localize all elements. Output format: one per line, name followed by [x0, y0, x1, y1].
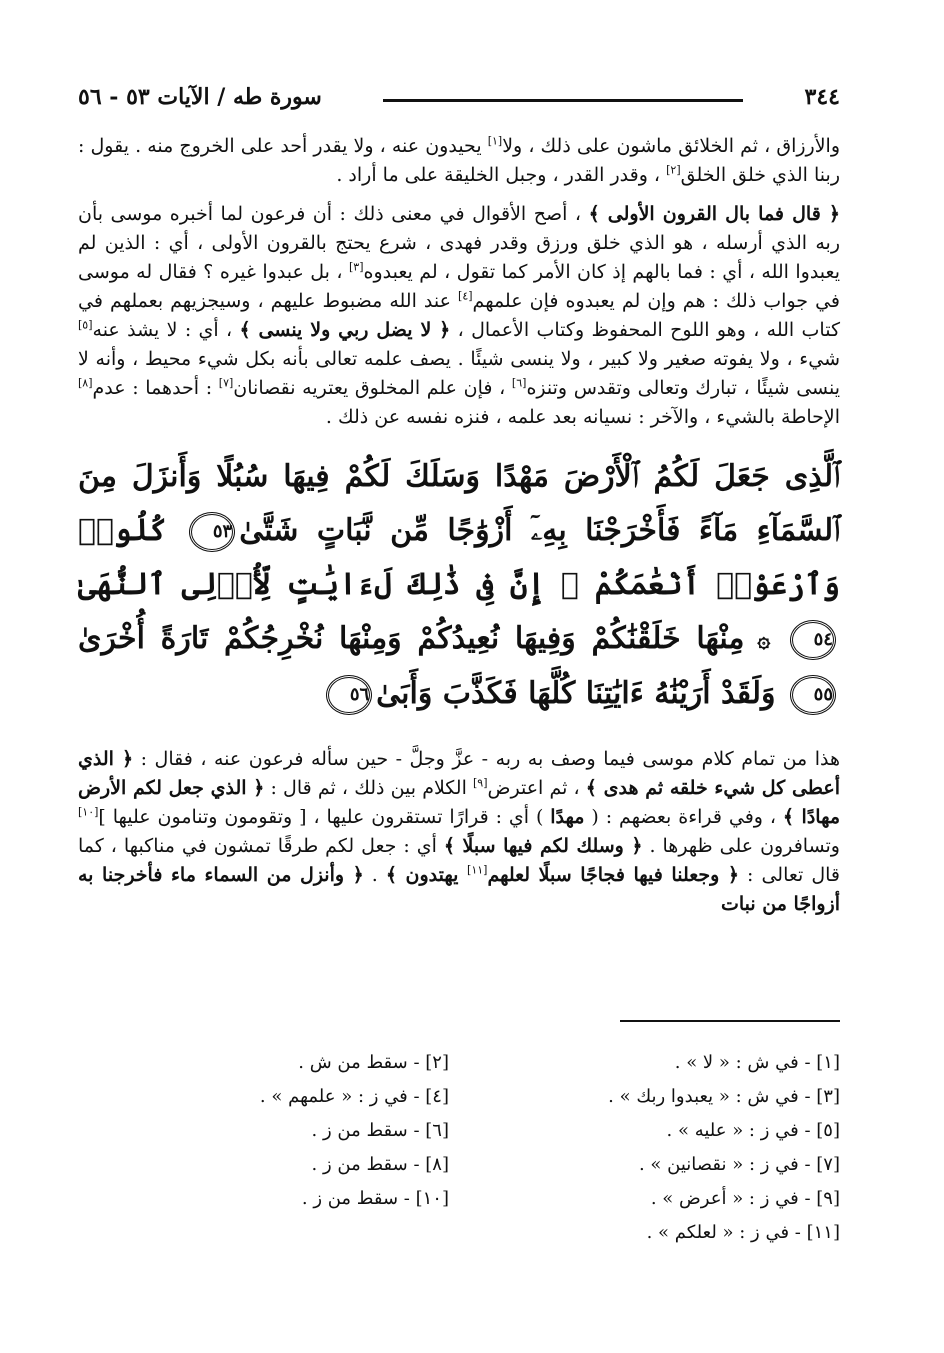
text-run: وَلَقَدْ أَرَيْنَٰهُ ءَايَٰتِنَا كُلَّهَا فَكَذَّبَ وَأَبَىٰ [376, 676, 776, 711]
ayah-number-marker: ٥٥ [790, 675, 836, 715]
footnotes [78, 1046, 840, 1250]
footnote-ref: [٢] [666, 163, 681, 177]
text-run: يحيدون عنه ، ولا يقدر أحد على الخروج منه . يقول : ربنا الذي خلق الخلق [78, 135, 840, 186]
footnote-8: [٨] - سقط من ز . [311, 1154, 449, 1175]
text-run: ، أصح الأقوال في معنى ذلك : أن فرعون لما أخبره موسى بأن ربه الذي أرسله ، هو الذي خلق ورزق وقدر فهدى ، شرع يحتج بالقرون الأولى ، أي : الذين لم يعبدوا الله ، أي : فما بالهم إذ كان الأمر كما تقول ، لم يعبدوه [78, 203, 840, 283]
chapter-title: سورة طه / الآيات ٥٣ - ٥٦ [78, 84, 322, 110]
text-run: : أحدهما : عدم [92, 377, 219, 399]
text-run: ، أي : لا يشذ عنه [92, 319, 240, 341]
footnote-4: [٤] - في ز : « علمهم » . [259, 1086, 449, 1107]
footnote-9: [٩] - في ز : « أعرض » . [650, 1188, 840, 1209]
text-run: ، ثم اعترض [487, 777, 586, 799]
footnote-ref: [٤] [458, 289, 473, 303]
quran-verses [78, 450, 840, 721]
text-run: شيء ، ولا يفوته صغير ولا كبير ، ولا ينسى شيئًا . يصف علمه تعالى بأنه بكل شيء محيط ، وأنه لا ينسى شيئًا ، تبارك وتعالى وتقدس وتنزه [78, 348, 841, 399]
text-run: ، وقدر القدر ، وجبل الخليقة على ما أراد . [336, 164, 667, 186]
text-run: وتسافرون على ظهرها . [642, 835, 840, 857]
ayah-number-marker: ٥٤ [790, 620, 836, 660]
footnote-ref: [١١] [467, 863, 488, 877]
footnote-ref: [٨] [78, 376, 93, 390]
paragraph-2 [78, 200, 840, 432]
footnote-6: [٦] - سقط من ز . [311, 1120, 449, 1141]
text-run: الكلام بين ذلك ، ثم قال : [264, 777, 473, 799]
rub-el-hizb-icon: ۞ [744, 627, 771, 653]
paragraph-3 [78, 745, 840, 919]
text-run: أي : جعل لكم طرقًا تمشون في مناكبها ، كما قال تعالى : [78, 835, 841, 886]
text-run: ، بل عبدوا غيره ؟ فقال له موسى في جواب ذلك : هم وإن لم يعبدوه فإن علمهم [78, 261, 840, 312]
text-run: . [363, 864, 386, 886]
footnote-ref: [٥] [78, 318, 93, 332]
text-run: والأرزاق ، ثم الخلائق ماشون على ذلك ، ولا [502, 135, 840, 157]
footnote-rule [620, 1020, 840, 1022]
text-run: عند الله مضبوط عليهم ، وسيجزيهم بعملهم في كتاب الله ، وهو اللوح المحفوظ وكتاب الأعمال ، [78, 290, 841, 341]
footnote-2: [٢] - سقط من ش . [298, 1052, 449, 1073]
bold-text-run: ﴿ الذي أعطى كل شيء خلقه ثم هدى ﴾ [78, 748, 840, 799]
ayah-number-marker: ٥٦ [326, 675, 372, 715]
footnote-5: [٥] - في ز : « عليه » . [666, 1120, 840, 1141]
ayah-number-marker: ٥٣ [189, 512, 235, 552]
bold-text-run: ﴿ وسلك لكم فيها سبلًا ﴾ [443, 835, 643, 857]
footnote-ref: [١] [487, 134, 503, 148]
bold-text-run: مهدًا [550, 806, 585, 828]
text-run: ، وفي قراءة بعضهم : ( [584, 806, 783, 828]
footnote-ref: [٦] [511, 376, 527, 390]
footnote-3: [٣] - في ش : « يعبدوا ربك » . [608, 1086, 840, 1107]
footnote-ref: [٩] [473, 776, 488, 790]
footnote-11: [١١] - في ز : « لعلكم » . [646, 1222, 840, 1243]
footnote-ref: [٣] [348, 260, 364, 274]
text-run: الإحاطة بالشيء ، والآخر : نسيانه بعد علمه ، فنزه نفسه عن ذلك . [325, 406, 840, 428]
footnote-ref: [٧] [218, 376, 234, 390]
page-header [78, 70, 840, 114]
text-run: مِنْهَا خَلَقْنَٰكُمْ وَفِيهَا نُعِيدُكُمْ وَمِنْهَا نُخْرِجُكُمْ تَارَةً أُخْرَىٰ [78, 621, 745, 656]
text-run: كُلُوا۟ وَٱرْعَوْا۟ أَنْعَٰمَكُمْ ۗ إِنَّ فِى ذَٰلِكَ لَءَايَٰتٍ لِّأُو۟لِى ٱلنُّهَىٰ [78, 513, 840, 602]
bold-text-run: ﴿ وجعلنا فيها فجاجًا سبلًا لعلهم [487, 864, 740, 886]
text-run: هذا من تمام كلام موسى فيما وصف به ربه - عزَّ وجلَّ - حين سأله فرعون عنه ، فقال : [133, 748, 840, 770]
book-page [78, 70, 840, 1330]
text-run: ٱلَّذِى جَعَلَ لَكُمُ ٱلْأَرْضَ مَهْدًا وَسَلَكَ لَكُمْ فِيهَا سُبُلًا وَأَنزَلَ مِنَ ٱلسَّمَآءِ مَآءً فَأَخْرَجْنَا بِهِۦٓ أَزْوَٰجًا مِّن نَّبَاتٍ شَتَّىٰ [78, 459, 840, 548]
bold-text-run: يهتدون ﴾ [385, 864, 468, 886]
page-number: ٣٤٤ [804, 84, 840, 110]
bold-text-run: ﴿ الذي جعل لكم الأرض مهادًا ﴾ [78, 777, 840, 828]
text-run: ، فإن علم المخلوق يعتريه نقصانان [233, 377, 512, 399]
header-rule [383, 99, 743, 102]
footnote-1: [١] - في ش : « لا » . [674, 1052, 840, 1073]
footnote-ref: [١٠] [78, 805, 99, 819]
bold-text-run: ﴿ لا يضل ربي ولا ينسى ﴾ [239, 319, 451, 341]
text-run: ) أي : قرارًا تستقرون عليها ، [ وتقومون وتنامون عليها ] [98, 806, 551, 828]
bold-text-run: ﴿ وأنزل من السماء ماء فأخرجنا به أزواجًا من نبات [78, 864, 840, 915]
footnote-10: [١٠] - سقط من ز . [301, 1188, 449, 1209]
bold-text-run: ﴿ قال فما بال القرون الأولى ﴾ [588, 203, 840, 225]
footnote-7: [٧] - في ز : « نقصانين » . [638, 1154, 840, 1175]
main-text [78, 132, 840, 929]
paragraph-1 [78, 132, 840, 190]
